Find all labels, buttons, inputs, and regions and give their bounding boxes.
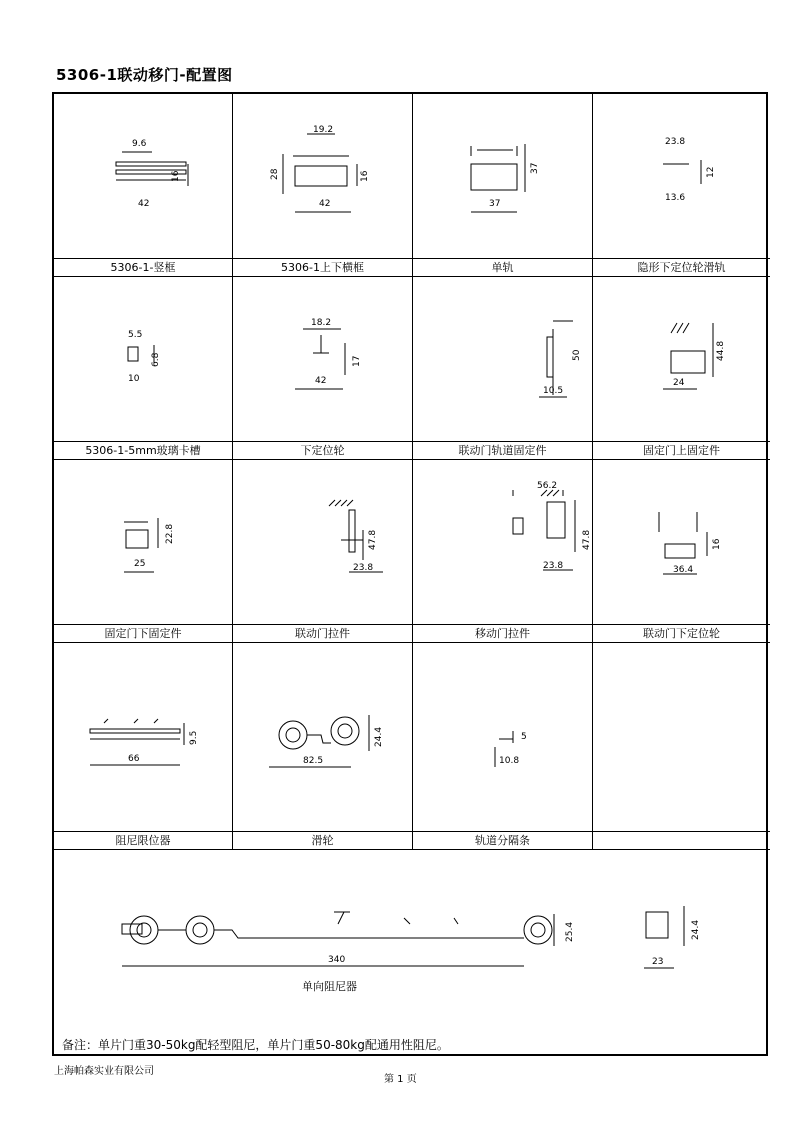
part-caption: 移动门拉件 bbox=[413, 624, 592, 642]
dim-label: 23 bbox=[652, 957, 664, 967]
dim-label: 16 bbox=[360, 170, 370, 182]
dim-label: 47.8 bbox=[582, 529, 592, 550]
dim-label: 18.2 bbox=[311, 318, 332, 328]
note-text: 备注：单片门重30-50kg配轻型阻尼，单片门重50-80kg配通用性阻尼。 bbox=[62, 1038, 449, 1052]
part-drawing bbox=[593, 94, 770, 258]
dim-label: 23.8 bbox=[665, 137, 686, 147]
dim-label: 66 bbox=[128, 754, 140, 764]
part-caption: 5306-1-竖框 bbox=[54, 258, 232, 276]
dim-label: 37 bbox=[530, 162, 540, 174]
part-caption: 隐形下定位轮滑轨 bbox=[593, 258, 770, 276]
dim-label: 42 bbox=[138, 199, 150, 209]
dim-label: 50 bbox=[572, 349, 582, 361]
damper-cell bbox=[54, 850, 766, 1054]
dim-label: 9.5 bbox=[189, 730, 199, 745]
dim-label: 42 bbox=[315, 376, 327, 386]
part-caption: 固定门下固定件 bbox=[54, 624, 232, 642]
company-name: 上海帕森实业有限公司 bbox=[54, 1066, 154, 1077]
part-cell bbox=[54, 94, 233, 277]
part-cell bbox=[54, 460, 233, 643]
part-drawing bbox=[413, 277, 592, 441]
part-cell bbox=[233, 460, 413, 643]
dim-label: 12 bbox=[706, 166, 716, 178]
damper-drawing bbox=[54, 850, 766, 1030]
part-cell bbox=[54, 277, 233, 460]
part-cell bbox=[413, 277, 593, 460]
dim-label: 24 bbox=[673, 378, 685, 388]
configuration-table bbox=[52, 92, 768, 1056]
dim-label: 23.8 bbox=[543, 561, 564, 571]
part-drawing bbox=[233, 460, 412, 624]
dim-label: 42 bbox=[319, 199, 331, 209]
part-caption: 联动门下定位轮 bbox=[593, 624, 770, 642]
part-caption: 5306-1上下横框 bbox=[233, 258, 412, 276]
dim-label: 47.8 bbox=[368, 529, 378, 550]
part-drawing bbox=[233, 643, 412, 831]
dim-label: 5.5 bbox=[128, 330, 143, 340]
dim-label: 340 bbox=[328, 955, 346, 965]
dim-label: 10 bbox=[128, 374, 140, 384]
part-caption: 轨道分隔条 bbox=[413, 831, 592, 849]
dim-label: 44.8 bbox=[716, 340, 726, 361]
dim-label: 19.2 bbox=[313, 125, 334, 135]
part-cell bbox=[413, 94, 593, 277]
part-drawing bbox=[593, 460, 770, 624]
part-drawing bbox=[593, 277, 770, 441]
part-drawing bbox=[54, 277, 232, 441]
dim-label: 28 bbox=[270, 168, 280, 180]
part-cell bbox=[413, 460, 593, 643]
part-caption: 联动门拉件 bbox=[233, 624, 412, 642]
dim-label: 56.2 bbox=[537, 481, 558, 491]
dim-label: 9.6 bbox=[132, 139, 147, 149]
dim-label: 6.8 bbox=[151, 352, 161, 367]
damper-caption: 单向阻尼器 bbox=[302, 980, 357, 993]
dim-label: 37 bbox=[489, 199, 501, 209]
part-caption bbox=[593, 831, 770, 849]
part-cell bbox=[593, 94, 770, 277]
part-cell bbox=[233, 94, 413, 277]
dim-label: 13.6 bbox=[665, 193, 686, 203]
dim-label: 82.5 bbox=[303, 756, 324, 766]
dim-label: 10.8 bbox=[499, 756, 520, 766]
dim-label: 5 bbox=[521, 732, 527, 742]
dim-label: 24.4 bbox=[691, 919, 701, 940]
dim-label: 22.8 bbox=[165, 523, 175, 544]
part-cell bbox=[233, 643, 413, 850]
part-cell-empty bbox=[593, 643, 770, 850]
dim-label: 10.5 bbox=[543, 386, 564, 396]
dim-label: 16 bbox=[712, 538, 722, 550]
dim-label: 24.4 bbox=[374, 726, 384, 747]
part-drawing bbox=[233, 277, 412, 441]
page-title: 5306-1联动移门-配置图 bbox=[56, 66, 233, 84]
part-cell bbox=[233, 277, 413, 460]
part-drawing bbox=[54, 643, 232, 831]
part-drawing bbox=[413, 643, 592, 831]
part-caption: 单轨 bbox=[413, 258, 592, 276]
part-caption: 阻尼限位器 bbox=[54, 831, 232, 849]
part-caption: 滑轮 bbox=[233, 831, 412, 849]
part-drawing bbox=[233, 94, 412, 258]
part-drawing bbox=[413, 460, 592, 624]
dim-label: 16 bbox=[171, 170, 181, 182]
dim-label: 17 bbox=[352, 355, 362, 367]
part-caption: 5306-1-5mm玻璃卡槽 bbox=[54, 441, 232, 459]
page-number: 第 1 页 bbox=[384, 1074, 417, 1085]
part-cell bbox=[593, 277, 770, 460]
part-cell bbox=[593, 460, 770, 643]
part-caption: 固定门上固定件 bbox=[593, 441, 770, 459]
part-caption: 联动门轨道固定件 bbox=[413, 441, 592, 459]
part-drawing bbox=[54, 460, 232, 624]
part-drawing bbox=[413, 94, 592, 258]
part-cell bbox=[413, 643, 593, 850]
dim-label: 25 bbox=[134, 559, 146, 569]
dim-label: 23.8 bbox=[353, 563, 374, 573]
part-drawing bbox=[54, 94, 232, 258]
part-caption: 下定位轮 bbox=[233, 441, 412, 459]
dim-label: 25.4 bbox=[565, 921, 575, 942]
part-cell bbox=[54, 643, 233, 850]
dim-label: 36.4 bbox=[673, 565, 694, 575]
